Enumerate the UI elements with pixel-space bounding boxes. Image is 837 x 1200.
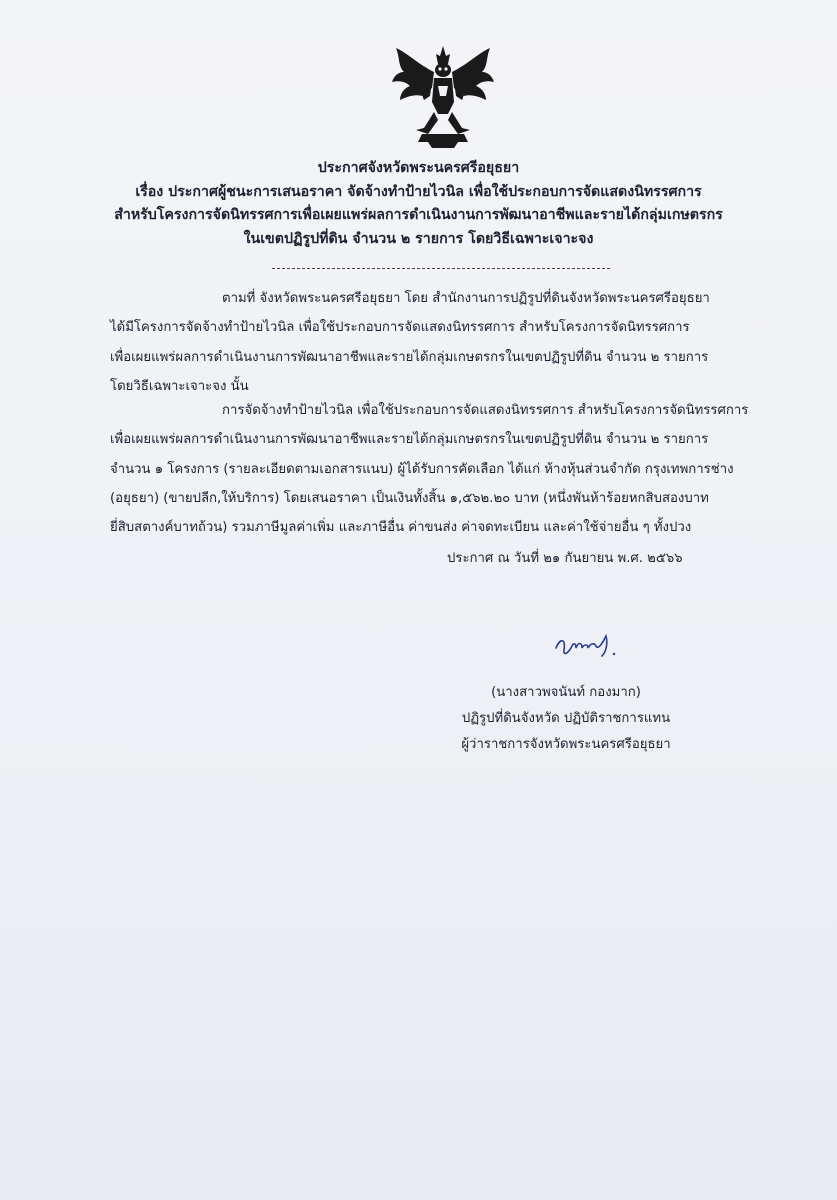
paragraph-2-line-1: การจัดจ้างทำป้ายไวนิล เพื่อใช้ประกอบการจัดแสดงนิทรรศการ สำหรับโครงการจัดนิทรรศการ (222, 403, 749, 418)
signer-position-2: ผู้ว่าราชการจังหวัดพระนครศรีอยุธยา (461, 737, 671, 752)
office-title: ประกาศจังหวัดพระนครศรีอยุธยา (317, 160, 520, 176)
paragraph-1-line-1: ตามที่ จังหวัดพระนครศรีอยุธยา โดย สำนักงานการปฏิรูปที่ดินจังหวัดพระนครศรีอยุธยา (222, 291, 710, 306)
signature-block (446, 680, 686, 758)
signer-name: (นางสาวพจนันท์ กองมาก) (491, 685, 641, 700)
paragraph-2-line-5: ยี่สิบสตางค์บาทถ้วน) รวมภาษีมูลค่าเพิ่ม และภาษีอื่น ค่าขนส่ง ค่าจดทะเบียน และค่าใช้จ่ายอื่น ๆ ทั้งปวง (110, 520, 692, 536)
separator-line (272, 268, 610, 269)
announcement-date: ประกาศ ณ วันที่ ๒๑ กันยายน พ.ศ. ๒๕๖๖ (447, 551, 683, 566)
garuda-emblem-icon (388, 42, 498, 152)
document-header (60, 157, 777, 251)
paragraph-1-line-4: โดยวิธีเฉพาะเจาะจง นั้น (110, 378, 249, 394)
subject-line-1: เรื่อง ประกาศผู้ชนะการเสนอราคา จัดจ้างทำป้ายไวนิล เพื่อใช้ประกอบการจัดแสดงนิทรรศการ (135, 183, 702, 200)
paragraph-2-line-3: จำนวน ๑ โครงการ (รายละเอียดตามเอกสารแนบ) ผู้ได้รับการคัดเลือก ได้แก่ ห้างหุ้นส่วนจำกัด กรุงเทพการช่าง (110, 461, 734, 477)
subject-line-3: ในเขตปฏิรูปที่ดิน จำนวน ๒ รายการ โดยวิธีเฉพาะเจาะจง (243, 230, 594, 247)
signer-position-1: ปฏิรูปที่ดินจังหวัด ปฏิบัติราชการแทน (461, 711, 671, 726)
paragraph-1-line-3: เพื่อเผยแพร่ผลการดำเนินงานการพัฒนาอาชีพและรายได้กลุ่มเกษตรกรในเขตปฏิรูปที่ดิน จำนวน ๒ รายการ (110, 349, 709, 365)
paragraph-award (110, 396, 749, 542)
handwritten-signature (552, 624, 632, 664)
paragraph-2-line-2: เพื่อเผยแพร่ผลการดำเนินงานการพัฒนาอาชีพและรายได้กลุ่มเกษตรกรในเขตปฏิรูปที่ดิน จำนวน ๒ รายการ (110, 432, 709, 448)
paragraph-2-line-4: (อยุธยา) (ขายปลีก,ให้บริการ) โดยเสนอราคา เป็นเงินทั้งสิ้น ๑,๕๖๒.๒๐ บาท (หนึ่งพันห้าร้อยหกสิบสองบาท (110, 490, 709, 506)
subject-line-2: สำหรับโครงการจัดนิทรรศการเพื่อเผยแพร่ผลการดำเนินงานการพัฒนาอาชีพและรายได้กลุ่มเกษตรกร (114, 207, 723, 223)
paragraph-background (110, 284, 710, 401)
paragraph-1-line-2: ได้มีโครงการจัดจ้างทำป้ายไวนิล เพื่อใช้ประกอบการจัดแสดงนิทรรศการ สำหรับโครงการจัดนิทรรศการ (110, 320, 690, 336)
